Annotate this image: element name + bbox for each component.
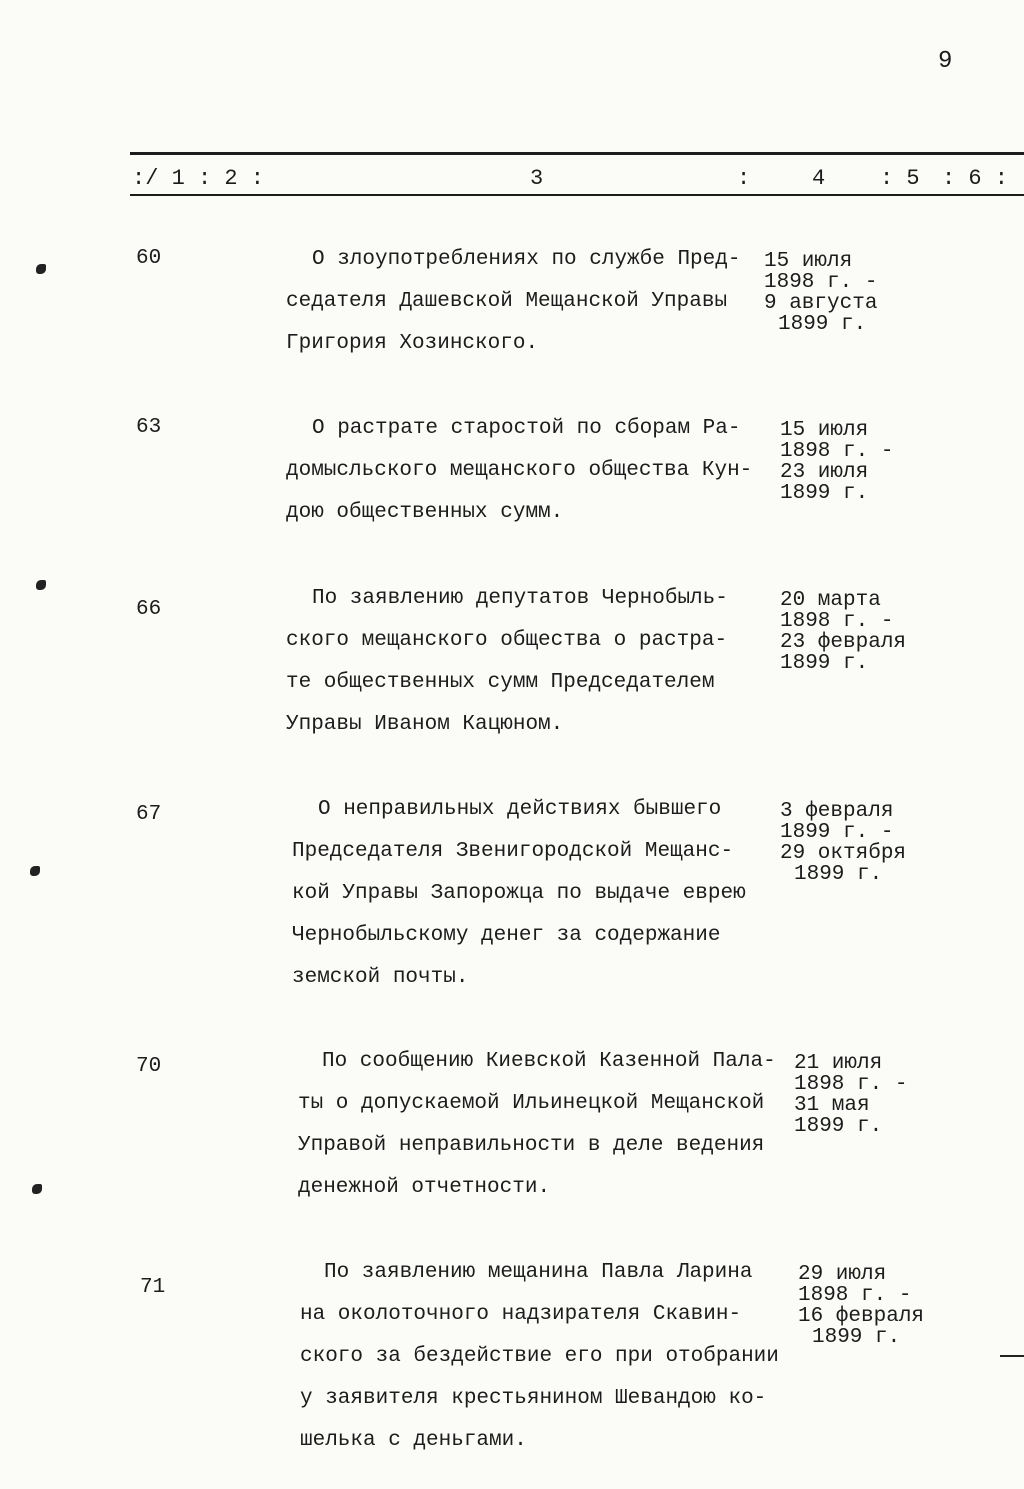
- date-line: 20 марта: [780, 589, 881, 612]
- description-line: ского мещанского общества о растра-: [286, 629, 728, 652]
- date-line: 1898 г. -: [798, 1284, 912, 1307]
- column-header-2: : 2 :: [198, 166, 265, 191]
- description-line: Григория Хозинского.: [286, 332, 539, 355]
- description-line: Председателя Звенигородской Мещанс-: [292, 840, 734, 863]
- description-line: шелька с деньгами.: [300, 1429, 527, 1452]
- date-line: 1898 г. -: [780, 610, 894, 633]
- date-line: 15 июля: [780, 419, 869, 442]
- column-header-separator: :: [737, 166, 751, 191]
- date-line: 1898 г. -: [764, 271, 878, 294]
- column-header-1: :/ 1: [132, 166, 185, 191]
- record-dates: [764, 251, 877, 335]
- binding-mark: [30, 866, 40, 876]
- date-line: 1899 г.: [794, 1115, 883, 1138]
- date-line: 31 мая: [794, 1094, 870, 1117]
- record-number: 67: [136, 803, 162, 826]
- date-line: 1899 г. -: [780, 821, 894, 844]
- date-line: 29 октября: [780, 842, 907, 865]
- date-line: 1899 г.: [780, 652, 869, 675]
- record-dates: [794, 1053, 907, 1137]
- date-line: 1898 г. -: [794, 1073, 908, 1096]
- date-line: 1899 г.: [794, 863, 883, 886]
- date-line: 16 февраля: [798, 1305, 925, 1328]
- record-number: 71: [140, 1276, 166, 1299]
- date-line: 29 июля: [798, 1263, 887, 1286]
- column-header-5: : 5: [880, 166, 920, 191]
- column-header-4: 4: [812, 166, 826, 191]
- record-number: 60: [136, 247, 162, 270]
- description-line: домысльского мещанского общества Кун-: [286, 459, 753, 482]
- description-line: денежной отчетности.: [298, 1176, 551, 1199]
- description-line: у заявителя крестьянином Шевандою ко-: [300, 1387, 767, 1410]
- date-line: 1899 г.: [812, 1326, 901, 1349]
- record-description: [286, 416, 796, 542]
- description-line: земской почты.: [292, 966, 469, 989]
- description-line: те общественных сумм Председателем: [286, 671, 715, 694]
- binding-mark: [32, 1184, 42, 1194]
- date-line: 3 февраля: [780, 800, 894, 823]
- record-dates: [780, 801, 906, 885]
- record-description: [292, 797, 802, 1007]
- description-line: дою общественных сумм.: [286, 501, 564, 524]
- record-description: [300, 1260, 810, 1470]
- description-line: Управы Иваном Кацюном.: [286, 713, 564, 736]
- record-description: [286, 247, 796, 373]
- column-header-6: : 6 :: [942, 166, 1009, 191]
- date-line: 23 июля: [780, 461, 869, 484]
- description-line: По заявлению мещанина Павла Ларина: [324, 1261, 753, 1284]
- record-number: 70: [136, 1055, 162, 1078]
- header-rule-top: [130, 152, 1024, 155]
- date-line: 1899 г.: [780, 482, 869, 505]
- column-header-3: 3: [530, 166, 544, 191]
- description-line: кой Управы Запорожца по выдаче еврею: [292, 882, 746, 905]
- description-line: Управой неправильности в деле ведения: [298, 1134, 765, 1157]
- record-dates: [780, 590, 906, 674]
- description-line: О неправильных действиях бывшего: [318, 798, 722, 821]
- record-dates: [798, 1264, 924, 1348]
- description-line: ского за бездействие его при отобрании: [300, 1345, 779, 1368]
- date-line: 1899 г.: [778, 313, 867, 336]
- description-line: О растрате старостой по сборам Ра-: [312, 417, 741, 440]
- date-line: 9 августа: [764, 292, 878, 315]
- record-number: 66: [136, 598, 162, 621]
- binding-mark: [36, 580, 46, 590]
- record-description: [298, 1049, 808, 1217]
- record-dates: [780, 420, 893, 504]
- date-line: 15 июля: [764, 250, 853, 273]
- description-line: Чернобыльскому денег за содержание: [292, 924, 721, 947]
- description-line: По заявлению депутатов Чернобыль-: [312, 587, 728, 610]
- description-line: О злоупотреблениях по службе Пред-: [312, 248, 741, 271]
- record-number: 63: [136, 416, 162, 439]
- date-line: 21 июля: [794, 1052, 883, 1075]
- record-description: [286, 586, 796, 754]
- description-line: ты о допускаемой Ильинецкой Мещанской: [298, 1092, 765, 1115]
- ink-dash: [1000, 1355, 1024, 1357]
- date-line: 23 февраля: [780, 631, 907, 654]
- description-line: седателя Дашевской Мещанской Управы: [286, 290, 728, 313]
- description-line: на околоточного надзирателя Скавин-: [300, 1303, 742, 1326]
- date-line: 1898 г. -: [780, 440, 894, 463]
- description-line: По сообщению Киевской Казенной Пала-: [322, 1050, 776, 1073]
- page-number: 9: [938, 48, 953, 75]
- binding-mark: [36, 264, 46, 274]
- header-rule-bottom: [130, 194, 1024, 196]
